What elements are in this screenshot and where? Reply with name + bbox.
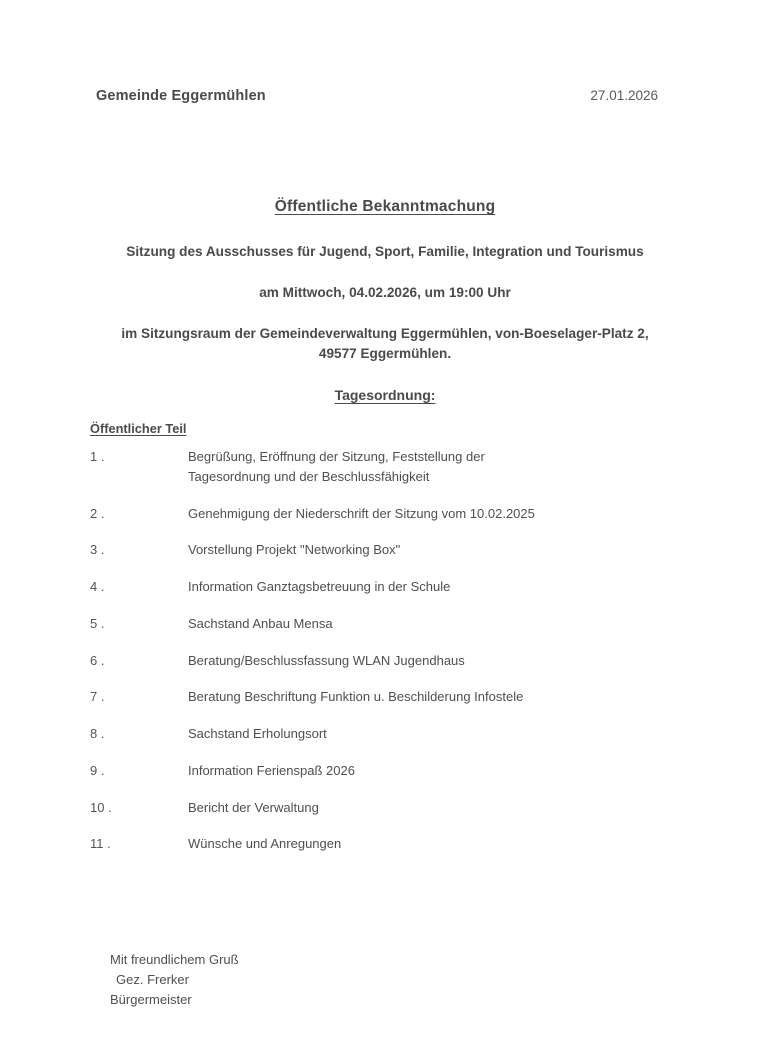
title-block	[104, 198, 666, 403]
agenda-item	[90, 540, 670, 560]
page-title: Öffentliche Bekanntmachung	[274, 198, 496, 215]
agenda-item-number: 5 .	[90, 615, 105, 631]
closing-block	[110, 950, 239, 1009]
agenda-item-text: Sachstand Erholungsort	[188, 726, 327, 741]
agenda-item-text: Information Ganztagsbetreuung in der Schule	[188, 579, 451, 594]
agenda-item	[90, 577, 670, 597]
agenda-item-number: 9 .	[90, 762, 105, 778]
agenda-item-text: Beratung/Beschlussfassung WLAN Jugendhaus	[188, 652, 465, 668]
agenda-item	[90, 651, 670, 671]
agenda-item-number: 7 .	[90, 689, 105, 705]
agenda-item-text: Genehmigung der Niederschrift der Sitzung vom 10.02.2025	[188, 505, 535, 521]
agenda-item-number: 3 .	[90, 542, 105, 558]
meeting-location: im Sitzungsraum der Gemeindeverwaltung Eggermühlen, von-Boeselager-Platz 2, 49577 Eggermühlen.	[121, 326, 649, 361]
agenda-item-number: 8 .	[90, 726, 105, 741]
agenda-heading: Tagesordnung:	[334, 386, 436, 403]
agenda-item-text: Beratung Beschriftung Funktion u. Beschilderung Infostele	[188, 689, 524, 705]
agenda-item-text: Wünsche und Anregungen	[188, 836, 342, 852]
agenda-item	[90, 447, 670, 487]
agenda-item-number: 10 .	[90, 799, 112, 815]
agenda-item	[90, 761, 670, 781]
agenda-item	[90, 834, 670, 854]
agenda-item-text: Vorstellung Projekt "Networking Box"	[188, 542, 401, 558]
agenda-item-text: Sachstand Anbau Mensa	[188, 615, 333, 631]
agenda-item-text: Begrüßung, Eröffnung der Sitzung, Feststellung der Tagesordnung und der Beschlussfähigkeit	[188, 449, 485, 484]
agenda-item	[90, 798, 670, 818]
agenda-item-number: 6 .	[90, 652, 105, 668]
public-part-heading: Öffentlicher Teil	[90, 421, 187, 436]
closing-role: Bürgermeister	[110, 991, 192, 1007]
municipality-name: Gemeinde Eggermühlen	[96, 88, 266, 104]
agenda-item	[90, 687, 670, 707]
document-date: 27.01.2026	[590, 88, 658, 103]
closing-greeting: Mit freundlichem Gruß	[110, 952, 239, 967]
agenda-list	[90, 447, 670, 854]
agenda-item	[90, 724, 670, 744]
agenda-item-number: 11 .	[90, 836, 111, 852]
agenda-item-text: Bericht der Verwaltung	[188, 799, 319, 815]
meeting-datetime: am Mittwoch, 04.02.2026, um 19:00 Uhr	[259, 285, 511, 301]
closing-signed-by: Gez. Frerker	[116, 971, 189, 987]
agenda-item-number: 2 .	[90, 505, 105, 521]
agenda-item	[90, 614, 670, 634]
agenda-item-text: Information Ferienspaß 2026	[188, 762, 355, 778]
agenda-item-number: 1 .	[90, 449, 105, 464]
document-header	[96, 88, 658, 104]
agenda-item-number: 4 .	[90, 579, 105, 594]
committee-subtitle: Sitzung des Ausschusses für Jugend, Sport, Familie, Integration und Tourismus	[126, 244, 644, 259]
agenda-item	[90, 504, 670, 524]
